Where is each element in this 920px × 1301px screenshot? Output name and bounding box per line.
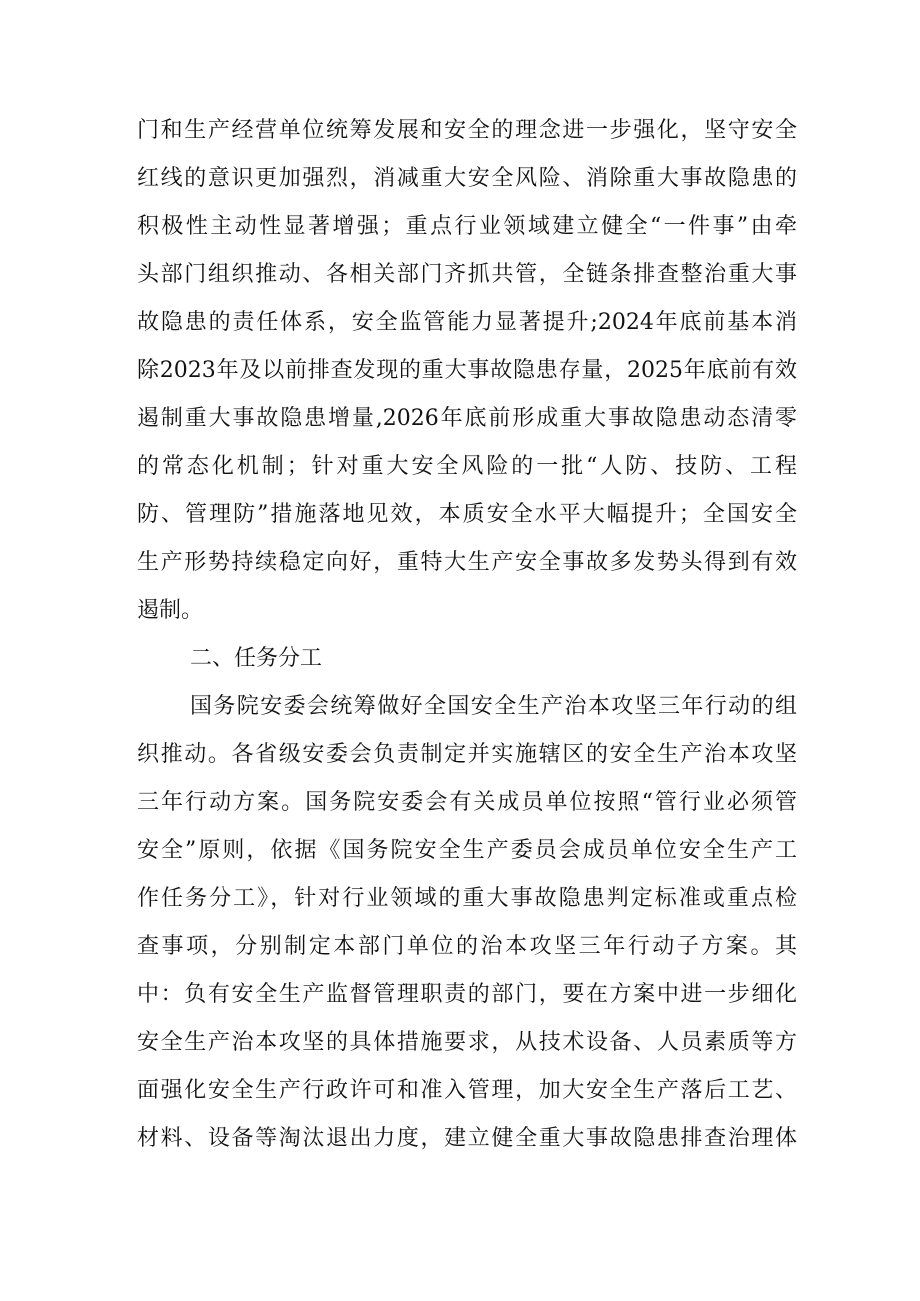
para1-line-3: 积极性主动性显著增强；重点行业领域建立健全“一件事”由牵 xyxy=(137,214,797,239)
para2-line-5: 作任务分工》，针对行业领域的重大事故隐患判定标准或重点检 xyxy=(137,886,797,911)
para2-line-1: 国务院安委会统筹做好全国安全生产治本攻坚三年行动的组 xyxy=(190,694,797,719)
para2-line-9: 面强化安全生产行政许可和准入管理，加大安全生产落后工艺、 xyxy=(137,1078,797,1103)
para1-line-9: 防、管理防”措施落地见效，本质安全水平大幅提升；全国安全 xyxy=(137,502,797,527)
para1-line-7: 遏制重大事故隐患增量,2026年底前形成重大事故隐患动态清零 xyxy=(137,406,797,431)
para1-line-1: 门和生产经营单位统筹发展和安全的理念进一步强化，坚守安全 xyxy=(137,118,797,143)
para1-line-10: 生产形势持续稳定向好，重特大生产安全事故多发势头得到有效 xyxy=(137,550,797,575)
section-heading: 二、任务分工 xyxy=(190,646,323,671)
para1-line-8: 的常态化机制；针对重大安全风险的一批“人防、技防、工程 xyxy=(137,454,797,479)
para2-line-8: 安全生产治本攻坚的具体措施要求，从技术设备、人员素质等方 xyxy=(137,1030,797,1055)
para2-line-10: 材料、设备等淘汰退出力度，建立健全重大事故隐患排查治理体 xyxy=(137,1126,797,1151)
para1-line-5: 故隐患的责任体系，安全监管能力显著提升;2024年底前基本消 xyxy=(137,310,797,335)
para2-line-3: 三年行动方案。国务院安委会有关成员单位按照“管行业必须管 xyxy=(137,790,797,815)
para2-line-7: 中：负有安全生产监督管理职责的部门，要在方案中进一步细化 xyxy=(137,982,797,1007)
para2-line-4: 安全”原则，依据《国务院安全生产委员会成员单位安全生产工 xyxy=(137,838,797,863)
para1-line-2: 红线的意识更加强烈，消减重大安全风险、消除重大事故隐患的 xyxy=(137,166,797,191)
para1-line-4: 头部门组织推动、各相关部门齐抓共管，全链条排查整治重大事 xyxy=(137,262,797,287)
para1-line-11: 遏制。 xyxy=(137,598,204,623)
para2-line-6: 查事项，分别制定本部门单位的治本攻坚三年行动子方案。其 xyxy=(137,934,797,959)
para1-line-6: 除2023年及以前排查发现的重大事故隐患存量，2025年底前有效 xyxy=(137,358,797,383)
para2-line-2: 织推动。各省级安委会负责制定并实施辖区的安全生产治本攻坚 xyxy=(137,742,797,767)
